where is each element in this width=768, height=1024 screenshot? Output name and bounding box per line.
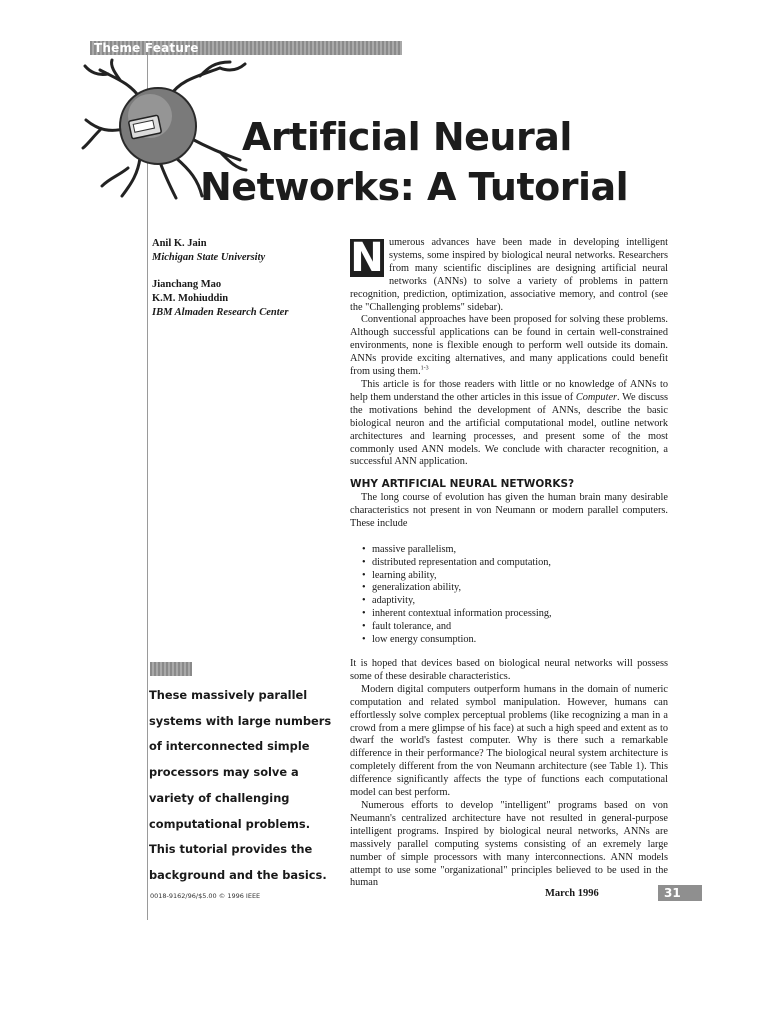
theme-feature-label: Theme Feature <box>94 41 199 55</box>
theme-feature-banner <box>90 41 402 55</box>
author-block <box>152 237 332 333</box>
issue-date: March 1996 <box>545 888 599 899</box>
author-name: Anil K. Jain <box>152 238 207 249</box>
characteristics-list <box>350 544 668 647</box>
title-line-1: Artificial Neural <box>242 115 572 159</box>
copyright-notice: 0018-9162/96/$5.00 © 1996 IEEE <box>150 892 261 900</box>
intro-column <box>350 237 668 469</box>
title-line-2: Networks: A Tutorial <box>200 165 629 209</box>
body-paragraph: Numerous efforts to develop "intelligent" programs based on von Neumann's centralized architecture have not resulted in general-purpose intelligent programs. Inspired by biological neural networks, ANNs are massively parallel computing systems consisting of an exremely large number of simple processors with many interconnections. ANN models attempt to use some "organizational" principles believed to be used in the human <box>350 799 668 889</box>
intro-paragraph-2: Conventional approaches have been proposed for solving these problems. Although successful applications can be found in certain well-constrained environments, none is flexible enough to perform well outside its domain. ANNs provide exciting alternatives, and many applications could benefit from using them.$^{1-3}$ <box>350 314 668 378</box>
author-group <box>152 278 332 320</box>
author-name: Jianchang Mao <box>152 279 222 290</box>
pull-quote-marker <box>150 662 192 676</box>
intro-paragraph-1: N umerous advances have been made in developing intelligent systems, some inspired by biological neural networks. Researchers from many scientific disciplines are designing artificial neural networks (ANNs) to solve a variety of problems in pattern recognition, prediction, optimization, associative memory, and control (see the "Challenging problems" sidebar). <box>350 235 668 313</box>
section-why-ann <box>350 478 668 647</box>
body-paragraph: Modern digital computers outperform humans in the domain of numeric computation and related symbol manipulation. However, humans can effortlessly solve complex perceptual problems (like recognizing a man in a crowd from a mere glimpse of his face) at such a high speed and extent as to dwarf the world's fastest computer. Why is there such a remarkable difference in their performance? The biological neural system architecture is completely different from the von Neumann architecture (see Table 1). This difference significantly affects the type of functions each computational model can best perform. <box>350 683 668 799</box>
article-title <box>190 112 628 212</box>
author-affiliation: Michigan State University <box>152 252 266 263</box>
author-group <box>152 237 332 265</box>
list-item: • low energy consumption. <box>362 634 668 647</box>
intro-paragraph-3: This article is for those readers with little or no knowledge of ANNs to help them understand the other articles in this issue of Computer. We discuss the motivations behind the development of ANNs, describe the basic biological neuron and the artificial computational model, outline network architectures and learning processes, and present some of the most commonly used ANN models. We conclude with character recognition, a successful ANN application. <box>350 378 668 468</box>
author-name: K.M. Mohiuddin <box>152 293 229 304</box>
list-item: • adaptivity, <box>362 595 668 608</box>
section-heading: WHY ARTIFICIAL NEURAL NETWORKS? <box>350 478 575 490</box>
page-number: 31 <box>658 885 702 901</box>
pull-quote: These massively parallel systems with large numbers of interconnected simple processors may solve a variety of challenging computational problems. This tutorial provides the background and the basics. <box>149 688 332 882</box>
citation-ref: 1-3 <box>420 365 429 372</box>
list-item: • distributed representation and computation, <box>362 557 668 570</box>
list-item: • inherent contextual information processing, <box>362 608 668 621</box>
body-paragraph: It is hoped that devices based on biological neural networks will possess some of these desirable characteristics. <box>350 658 668 682</box>
list-item: • massive parallelism, <box>362 544 668 557</box>
list-item: • fault tolerance, and <box>362 621 668 634</box>
list-item: • generalization ability, <box>362 582 668 595</box>
list-item: • learning ability, <box>362 570 668 583</box>
section-paragraph: The long course of evolution has given the human brain many desirable characteristics not present in von Neumann or modern parallel computers. These include <box>350 492 668 529</box>
author-affiliation: IBM Almaden Research Center <box>152 307 289 318</box>
drop-cap: N <box>350 235 384 281</box>
continuation-column <box>350 658 668 890</box>
